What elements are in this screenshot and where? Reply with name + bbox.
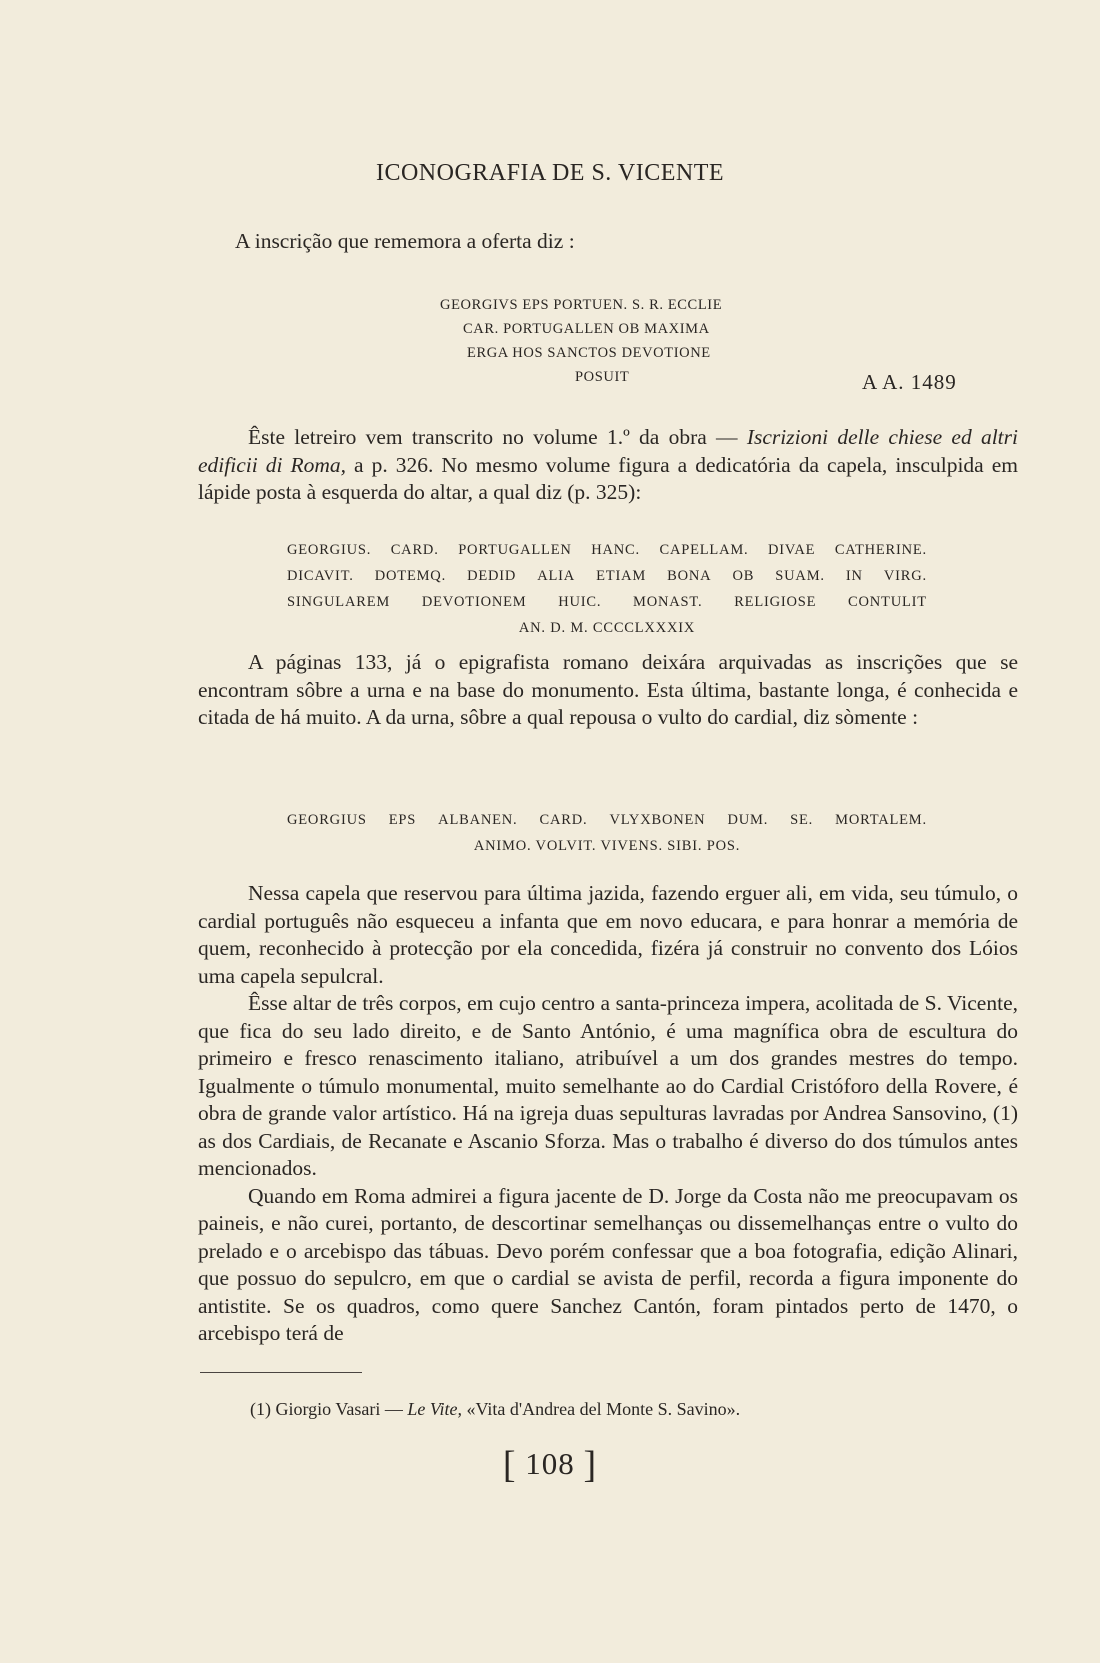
inscription-2-word: SUAM.: [775, 568, 825, 584]
inscription-2-row: [287, 537, 927, 563]
inscription-2-word: HUIC.: [558, 594, 602, 610]
inscription-2-row: [287, 589, 927, 615]
inscription-2-word: DOTEMQ.: [374, 568, 446, 584]
inscription-1-line: GEORGIVS EPS PORTUEN. S. R. ECCLIE: [440, 297, 723, 313]
inscription-1-line: CAR. PORTUGALLEN OB MAXIMA: [463, 321, 710, 337]
inscription-3-word: MORTALEM.: [835, 812, 927, 828]
inscription-2-word: DEDID: [467, 568, 517, 584]
footnote-rule: [200, 1372, 362, 1373]
inscription-3-word: SE.: [790, 812, 814, 828]
page-number-value: 108: [525, 1446, 575, 1481]
paragraph-1-text-a: Êste letreiro vem transcrito no volume 1.º da obra —: [248, 425, 747, 449]
inscription-2-word: GEORGIUS.: [287, 542, 372, 558]
inscription-2-word: CAPELLAM.: [659, 542, 749, 558]
inscription-2-word: MONAST.: [633, 594, 703, 610]
inscription-1-line: POSUIT: [575, 369, 630, 385]
inscription-3-word: EPS: [388, 812, 417, 828]
paragraph-2-text: A páginas 133, já o epigrafista romano deixára arquivadas as inscrições que se encontram sôbre a urna e na base do monumento. Esta última, bastante longa, é conhecida e citada de há muito. A da urna, sôbre a qual repousa o vulto do cardial, diz sòmente :: [198, 650, 1018, 729]
inscription-2-last-line: AN. D. M. CCCCLXXXIX: [518, 620, 696, 636]
paragraphs-main: [198, 880, 1018, 1348]
inscription-2-word: CATHERINE.: [834, 542, 927, 558]
inscription-3-word: ALBANEN.: [438, 812, 518, 828]
paragraph-4: Êsse altar de três corpos, em cujo centro a santa-princeza impera, acolitada de S. Vicente, que fica do seu lado direito, e de Santo António, é uma magnífica obra de escultura do primeiro e fresco renascimento italiano, atribuível a um dos grandes mestres do tempo. Igualmente o túmulo monumental, muito semelhante ao do Cardial Cristóforo della Rovere, é obra de grande valor artístico. Há na igreja duas sepulturas lavradas por Andrea Sansovino, (1) as dos Cardiais, de Recanate e Ascanio Sforza. Mas o trabalho é diverso do dos túmulos antes mencionados.: [198, 991, 1018, 1180]
inscription-1-date: A A. 1489: [862, 370, 957, 394]
inscription-2-word: HANC.: [591, 542, 640, 558]
paragraph-1-italic-title: Iscrizioni delle chiese ed altri edificii di Roma,: [198, 425, 1019, 477]
paragraph-1-text-b: a p. 326. No mesmo volume figura a dedicatória da capela, insculpida em lápide posta à esquerda do altar, a qual diz (p. 325):: [198, 452, 1018, 504]
inscription-2-word: SINGULAREM: [287, 594, 391, 610]
intro-paragraph: [198, 228, 1018, 256]
inscription-1: [435, 293, 855, 389]
inscription-2-word: PORTUGALLEN: [458, 542, 572, 558]
paragraph-2: [198, 649, 1018, 732]
inscription-3-word: CARD.: [539, 812, 588, 828]
inscription-3-last-line: ANIMO. VOLVIT. VIVENS. SIBI. POS.: [473, 838, 741, 854]
inscription-2: [287, 537, 927, 641]
inscription-2-word: OB: [732, 568, 755, 584]
inscription-2-word: RELIGIOSE: [734, 594, 817, 610]
footnote-text-a: (1) Giorgio Vasari —: [250, 1399, 408, 1419]
inscription-3-row: [287, 807, 927, 833]
inscription-3-word: GEORGIUS: [287, 812, 367, 828]
bracket-left: [: [502, 1444, 517, 1486]
inscription-2-word: CONTULIT: [848, 594, 927, 610]
paragraph-5: Quando em Roma admirei a figura jacente de D. Jorge da Costa não me preocupavam os paineis, e não curei, portanto, de descortinar semelhanças ou dissemelhanças entre o vulto do prelado e o arcebispo das tábuas. Devo porém confessar que a boa fotografia, edição Alinari, que possuo do sepulcro, em que o cardial se avista de perfil, recorda a figura imponente do antistite. Se os quadros, como quere Sanchez Cantón, foram pintados perto de 1470, o arcebispo terá de: [198, 1183, 1018, 1345]
inscription-2-word: ETIAM: [596, 568, 647, 584]
inscription-2-word: CARD.: [390, 542, 439, 558]
footnote-text-b: «Vita d'Andrea del Monte S. Savino».: [461, 1399, 741, 1419]
inscription-3-word: VLYXBONEN: [609, 812, 706, 828]
inscription-2-word: DICAVIT.: [287, 568, 354, 584]
inscription-1-line: ERGA HOS SANCTOS DEVOTIONE: [467, 345, 711, 361]
footnote: [250, 1399, 740, 1420]
intro-line: A inscrição que rememora a oferta diz :: [235, 229, 575, 253]
inscription-2-word: DIVAE: [768, 542, 816, 558]
paragraph-1: [198, 424, 1018, 507]
inscription-3-word: DUM.: [727, 812, 769, 828]
inscription-3: [287, 807, 927, 859]
inscription-2-word: VIRG.: [883, 568, 927, 584]
inscription-2-word: BONA: [667, 568, 712, 584]
inscription-2-word: DEVOTIONEM: [421, 594, 527, 610]
page-number: [0, 1443, 1100, 1487]
footnote-italic: Le Vite,: [407, 1399, 462, 1419]
inscription-2-word: ALIA: [537, 568, 576, 584]
bracket-right: ]: [583, 1444, 598, 1486]
inscription-2-row: [287, 563, 927, 589]
running-head: ICONOGRAFIA DE S. VICENTE: [375, 160, 725, 186]
inscription-2-word: IN: [845, 568, 863, 584]
paragraph-3: Nessa capela que reservou para última jazida, fazendo erguer ali, em vida, seu túmulo, o cardial português não esqueceu a infanta que em novo educara, e para honrar a memória de quem, reconhecido à protecção por ela concedida, fizéra já construir no convento dos Lóios uma capela sepulcral.: [198, 881, 1018, 988]
